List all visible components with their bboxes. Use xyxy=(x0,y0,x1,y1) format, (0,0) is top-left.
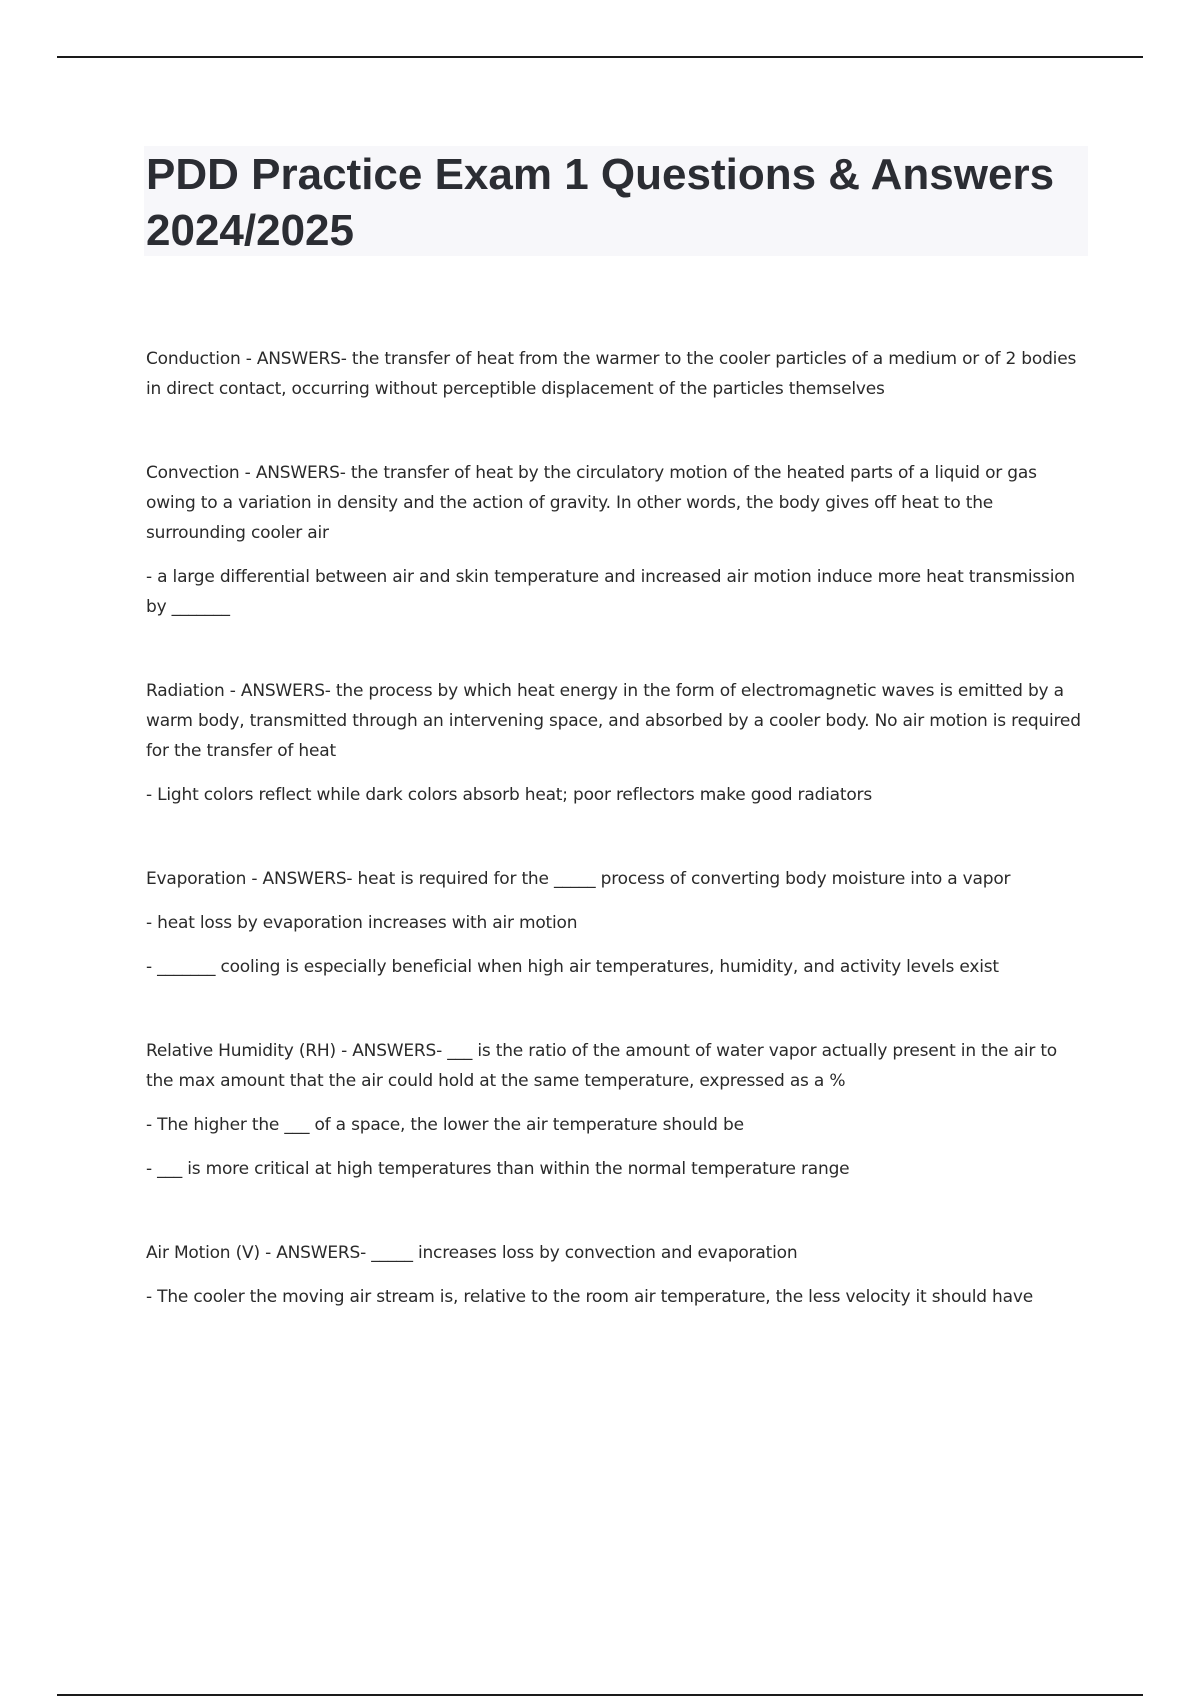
qa-entry-relative-humidity xyxy=(146,1036,1088,1184)
document-title: PDD Practice Exam 1 Questions & Answers 2024/2025 xyxy=(146,150,1055,255)
qa-paragraph: - Light colors reflect while dark colors absorb heat; poor reflectors make good radiators xyxy=(146,785,873,805)
qa-paragraph: Air Motion (V) - ANSWERS- _____ increases loss by convection and evaporation xyxy=(146,1243,798,1263)
qa-entry-radiation xyxy=(146,676,1088,810)
qa-entry-conduction xyxy=(146,344,1088,404)
qa-paragraph: Evaporation - ANSWERS- heat is required for the _____ process of converting body moisture into a vapor xyxy=(146,869,1011,889)
bottom-rule xyxy=(57,1694,1143,1696)
qa-paragraph: - ___ is more critical at high temperatures than within the normal temperature range xyxy=(146,1159,850,1179)
qa-list xyxy=(146,344,1088,1312)
qa-entry-convection xyxy=(146,458,1088,622)
qa-paragraph: - _______ cooling is especially beneficial when high air temperatures, humidity, and activity levels exist xyxy=(146,957,999,977)
qa-paragraph: Radiation - ANSWERS- the process by which heat energy in the form of electromagnetic waves is emitted by a warm body, transmitted through an intervening space, and absorbed by a cooler body. No air motion is required for the transfer of heat xyxy=(146,681,1081,761)
top-rule xyxy=(57,56,1143,58)
qa-paragraph: - heat loss by evaporation increases with air motion xyxy=(146,913,578,933)
qa-paragraph: Convection - ANSWERS- the transfer of heat by the circulatory motion of the heated parts of a liquid or gas owing to a variation in density and the action of gravity. In other words, the body gives off heat to the surrounding cooler air xyxy=(146,463,1037,543)
qa-entry-air-motion xyxy=(146,1238,1088,1312)
qa-paragraph: Relative Humidity (RH) - ANSWERS- ___ is the ratio of the amount of water vapor actually present in the air to the max amount that the air could hold at the same temperature, expressed as a % xyxy=(146,1041,1058,1091)
qa-paragraph: - a large differential between air and skin temperature and increased air motion induce more heat transmission by _______ xyxy=(146,567,1075,617)
qa-paragraph: - The cooler the moving air stream is, relative to the room air temperature, the less velocity it should have xyxy=(146,1287,1033,1307)
qa-paragraph: Conduction - ANSWERS- the transfer of heat from the warmer to the cooler particles of a medium or of 2 bodies in direct contact, occurring without perceptible displacement of the particles themselves xyxy=(146,349,1077,399)
qa-entry-evaporation xyxy=(146,864,1088,982)
title-block xyxy=(144,146,1088,256)
qa-paragraph: - The higher the ___ of a space, the lower the air temperature should be xyxy=(146,1115,744,1135)
document-body xyxy=(146,146,1088,1366)
